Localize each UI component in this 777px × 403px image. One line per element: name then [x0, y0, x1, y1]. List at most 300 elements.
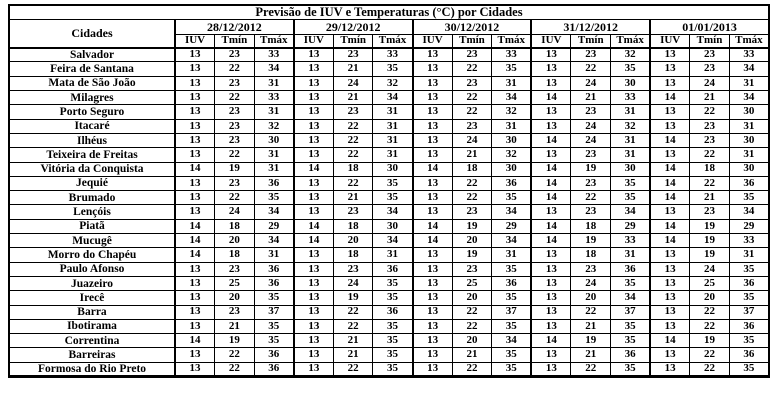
value-cell: 13	[413, 262, 453, 276]
date-header-row	[9, 20, 769, 35]
value-cell: 13	[531, 62, 571, 76]
subcolumn-header: Tmáx	[492, 35, 532, 48]
value-cell: 22	[452, 319, 492, 333]
value-cell: 24	[333, 76, 373, 90]
value-cell: 33	[254, 48, 294, 62]
value-cell: 32	[254, 119, 294, 133]
value-cell: 14	[531, 191, 571, 205]
value-cell: 13	[294, 276, 334, 290]
value-cell: 13	[294, 291, 334, 305]
value-cell: 18	[571, 219, 611, 233]
city-cell: Morro do Chapéu	[9, 248, 175, 262]
city-cell: Ibotirama	[9, 319, 175, 333]
value-cell: 34	[254, 62, 294, 76]
value-cell: 24	[690, 76, 730, 90]
value-cell: 35	[373, 176, 413, 190]
value-cell: 22	[690, 348, 730, 362]
value-cell: 21	[215, 319, 255, 333]
value-cell: 31	[729, 119, 769, 133]
subcolumn-header: IUV	[531, 35, 571, 48]
value-cell: 22	[215, 362, 255, 376]
subcolumn-header: IUV	[294, 35, 334, 48]
value-cell: 34	[492, 234, 532, 248]
value-cell: 13	[294, 362, 334, 376]
value-cell: 18	[333, 162, 373, 176]
value-cell: 35	[373, 348, 413, 362]
table-row	[9, 362, 769, 376]
value-cell: 13	[175, 362, 215, 376]
table-row	[9, 119, 769, 133]
value-cell: 36	[254, 276, 294, 290]
value-cell: 18	[333, 248, 373, 262]
table-row	[9, 276, 769, 290]
city-cell: Barra	[9, 305, 175, 319]
subcolumn-header: Tmín	[215, 35, 255, 48]
city-cell: Lençóis	[9, 205, 175, 219]
table-row	[9, 348, 769, 362]
value-cell: 23	[215, 176, 255, 190]
value-cell: 18	[333, 219, 373, 233]
value-cell: 35	[729, 362, 769, 376]
title-row	[9, 5, 769, 20]
value-cell: 13	[175, 305, 215, 319]
value-cell: 13	[175, 91, 215, 105]
value-cell: 14	[294, 162, 334, 176]
value-cell: 22	[571, 62, 611, 76]
value-cell: 36	[729, 348, 769, 362]
value-cell: 19	[452, 248, 492, 262]
value-cell: 14	[413, 219, 453, 233]
value-cell: 36	[492, 276, 532, 290]
value-cell: 22	[690, 305, 730, 319]
value-cell: 14	[175, 334, 215, 348]
date-header: 29/12/2012	[294, 20, 413, 35]
value-cell: 22	[690, 362, 730, 376]
subcolumn-header: IUV	[175, 35, 215, 48]
value-cell: 23	[215, 119, 255, 133]
value-cell: 31	[729, 76, 769, 90]
value-cell: 35	[254, 191, 294, 205]
value-cell: 13	[650, 305, 690, 319]
value-cell: 21	[452, 348, 492, 362]
value-cell: 34	[729, 62, 769, 76]
value-cell: 23	[690, 62, 730, 76]
table-row	[9, 319, 769, 333]
value-cell: 31	[373, 133, 413, 147]
value-cell: 35	[373, 291, 413, 305]
value-cell: 22	[690, 176, 730, 190]
value-cell: 22	[215, 148, 255, 162]
table-row	[9, 162, 769, 176]
value-cell: 14	[650, 334, 690, 348]
value-cell: 30	[729, 133, 769, 147]
value-cell: 30	[729, 105, 769, 119]
value-cell: 13	[413, 48, 453, 62]
value-cell: 22	[690, 105, 730, 119]
value-cell: 23	[571, 262, 611, 276]
value-cell: 13	[175, 133, 215, 147]
value-cell: 22	[571, 191, 611, 205]
city-cell: Vitória da Conquista	[9, 162, 175, 176]
value-cell: 13	[294, 176, 334, 190]
value-cell: 19	[571, 334, 611, 348]
value-cell: 22	[452, 362, 492, 376]
value-cell: 22	[452, 105, 492, 119]
value-cell: 23	[215, 48, 255, 62]
value-cell: 19	[452, 219, 492, 233]
date-header: 01/01/2013	[650, 20, 769, 35]
cities-header: Cidades	[9, 20, 175, 48]
value-cell: 35	[492, 262, 532, 276]
city-cell: Feira de Santana	[9, 62, 175, 76]
value-cell: 14	[650, 176, 690, 190]
value-cell: 31	[373, 248, 413, 262]
value-cell: 22	[571, 305, 611, 319]
value-cell: 36	[254, 362, 294, 376]
city-cell: Itacaré	[9, 119, 175, 133]
city-cell: Piatã	[9, 219, 175, 233]
value-cell: 35	[611, 176, 651, 190]
city-cell: Jequié	[9, 176, 175, 190]
value-cell: 25	[690, 276, 730, 290]
value-cell: 13	[294, 62, 334, 76]
value-cell: 13	[531, 148, 571, 162]
value-cell: 13	[175, 205, 215, 219]
value-cell: 24	[690, 262, 730, 276]
value-cell: 31	[254, 162, 294, 176]
value-cell: 13	[413, 319, 453, 333]
value-cell: 14	[650, 91, 690, 105]
value-cell: 31	[254, 148, 294, 162]
table-row	[9, 91, 769, 105]
value-cell: 22	[452, 176, 492, 190]
value-cell: 13	[175, 105, 215, 119]
value-cell: 30	[492, 133, 532, 147]
value-cell: 22	[215, 91, 255, 105]
value-cell: 23	[452, 205, 492, 219]
subcolumn-header: Tmáx	[373, 35, 413, 48]
value-cell: 13	[531, 76, 571, 90]
value-cell: 34	[373, 91, 413, 105]
value-cell: 14	[531, 234, 571, 248]
value-cell: 35	[492, 348, 532, 362]
value-cell: 29	[729, 219, 769, 233]
value-cell: 13	[650, 119, 690, 133]
value-cell: 13	[650, 362, 690, 376]
value-cell: 35	[373, 319, 413, 333]
table-row	[9, 305, 769, 319]
value-cell: 34	[373, 205, 413, 219]
value-cell: 35	[611, 319, 651, 333]
value-cell: 21	[333, 334, 373, 348]
value-cell: 13	[650, 205, 690, 219]
city-cell: Salvador	[9, 48, 175, 62]
value-cell: 13	[413, 119, 453, 133]
value-cell: 22	[333, 362, 373, 376]
value-cell: 13	[294, 148, 334, 162]
value-cell: 19	[333, 291, 373, 305]
value-cell: 13	[294, 262, 334, 276]
value-cell: 30	[611, 76, 651, 90]
table-body	[9, 48, 769, 377]
value-cell: 31	[729, 248, 769, 262]
forecast-table	[8, 4, 770, 378]
value-cell: 19	[571, 162, 611, 176]
value-cell: 35	[254, 319, 294, 333]
value-cell: 13	[531, 291, 571, 305]
value-cell: 36	[492, 176, 532, 190]
value-cell: 13	[294, 205, 334, 219]
value-cell: 32	[492, 105, 532, 119]
value-cell: 34	[729, 91, 769, 105]
value-cell: 24	[571, 76, 611, 90]
value-cell: 13	[531, 305, 571, 319]
value-cell: 21	[333, 191, 373, 205]
value-cell: 14	[650, 133, 690, 147]
value-cell: 13	[531, 262, 571, 276]
value-cell: 35	[254, 334, 294, 348]
value-cell: 24	[215, 205, 255, 219]
value-cell: 13	[175, 319, 215, 333]
value-cell: 29	[611, 219, 651, 233]
table-title: Previsão de IUV e Temperaturas (°C) por Cidades	[9, 5, 769, 20]
value-cell: 23	[333, 205, 373, 219]
value-cell: 20	[215, 291, 255, 305]
city-cell: Formosa do Rio Preto	[9, 362, 175, 376]
value-cell: 14	[531, 219, 571, 233]
city-cell: Ilhéus	[9, 133, 175, 147]
value-cell: 13	[175, 291, 215, 305]
value-cell: 23	[452, 119, 492, 133]
city-cell: Paulo Afonso	[9, 262, 175, 276]
value-cell: 23	[452, 48, 492, 62]
value-cell: 24	[571, 276, 611, 290]
value-cell: 33	[492, 48, 532, 62]
value-cell: 19	[690, 334, 730, 348]
value-cell: 20	[452, 234, 492, 248]
value-cell: 23	[690, 119, 730, 133]
value-cell: 13	[650, 62, 690, 76]
value-cell: 19	[690, 248, 730, 262]
value-cell: 20	[690, 291, 730, 305]
value-cell: 20	[571, 291, 611, 305]
date-header: 30/12/2012	[413, 20, 532, 35]
value-cell: 13	[650, 48, 690, 62]
value-cell: 32	[492, 148, 532, 162]
value-cell: 13	[531, 105, 571, 119]
value-cell: 36	[729, 176, 769, 190]
value-cell: 25	[215, 276, 255, 290]
table-row	[9, 248, 769, 262]
value-cell: 13	[175, 191, 215, 205]
value-cell: 13	[175, 262, 215, 276]
table-row	[9, 105, 769, 119]
value-cell: 19	[215, 162, 255, 176]
value-cell: 23	[215, 105, 255, 119]
city-cell: Irecê	[9, 291, 175, 305]
value-cell: 37	[729, 305, 769, 319]
value-cell: 31	[611, 148, 651, 162]
value-cell: 13	[650, 262, 690, 276]
value-cell: 13	[294, 334, 334, 348]
value-cell: 13	[294, 191, 334, 205]
value-cell: 13	[413, 76, 453, 90]
value-cell: 30	[373, 219, 413, 233]
value-cell: 20	[215, 234, 255, 248]
value-cell: 34	[492, 334, 532, 348]
value-cell: 14	[175, 162, 215, 176]
value-cell: 14	[413, 162, 453, 176]
city-cell: Mucugê	[9, 234, 175, 248]
value-cell: 36	[254, 348, 294, 362]
value-cell: 19	[571, 234, 611, 248]
value-cell: 23	[215, 133, 255, 147]
value-cell: 35	[373, 362, 413, 376]
value-cell: 35	[729, 334, 769, 348]
value-cell: 31	[729, 148, 769, 162]
value-cell: 35	[611, 276, 651, 290]
value-cell: 32	[373, 76, 413, 90]
value-cell: 13	[175, 176, 215, 190]
value-cell: 18	[215, 248, 255, 262]
value-cell: 13	[413, 205, 453, 219]
value-cell: 22	[333, 319, 373, 333]
value-cell: 14	[175, 248, 215, 262]
value-cell: 21	[690, 191, 730, 205]
value-cell: 35	[373, 334, 413, 348]
value-cell: 13	[531, 248, 571, 262]
value-cell: 23	[333, 262, 373, 276]
city-cell: Mata de São João	[9, 76, 175, 90]
value-cell: 14	[294, 234, 334, 248]
value-cell: 35	[729, 191, 769, 205]
value-cell: 23	[333, 48, 373, 62]
value-cell: 31	[611, 133, 651, 147]
value-cell: 33	[729, 48, 769, 62]
value-cell: 13	[294, 48, 334, 62]
value-cell: 29	[254, 219, 294, 233]
city-cell: Juazeiro	[9, 276, 175, 290]
value-cell: 23	[333, 105, 373, 119]
value-cell: 33	[611, 234, 651, 248]
value-cell: 36	[373, 305, 413, 319]
value-cell: 13	[413, 248, 453, 262]
value-cell: 13	[650, 76, 690, 90]
value-cell: 13	[650, 248, 690, 262]
value-cell: 14	[531, 91, 571, 105]
value-cell: 13	[531, 362, 571, 376]
value-cell: 35	[611, 62, 651, 76]
subcolumn-header: Tmáx	[611, 35, 651, 48]
value-cell: 13	[531, 119, 571, 133]
value-cell: 25	[452, 276, 492, 290]
value-cell: 13	[531, 319, 571, 333]
value-cell: 14	[175, 234, 215, 248]
value-cell: 13	[294, 76, 334, 90]
value-cell: 13	[294, 319, 334, 333]
value-cell: 36	[729, 319, 769, 333]
value-cell: 35	[492, 362, 532, 376]
table-row	[9, 262, 769, 276]
value-cell: 22	[690, 148, 730, 162]
value-cell: 24	[452, 133, 492, 147]
value-cell: 24	[333, 276, 373, 290]
value-cell: 24	[571, 133, 611, 147]
value-cell: 29	[492, 219, 532, 233]
table-row	[9, 219, 769, 233]
value-cell: 35	[611, 362, 651, 376]
subcolumn-header: Tmáx	[729, 35, 769, 48]
value-cell: 34	[254, 205, 294, 219]
value-cell: 13	[175, 48, 215, 62]
value-cell: 22	[571, 362, 611, 376]
value-cell: 35	[611, 334, 651, 348]
value-cell: 22	[452, 62, 492, 76]
value-cell: 19	[215, 334, 255, 348]
value-cell: 31	[254, 76, 294, 90]
subcolumn-header: Tmín	[690, 35, 730, 48]
value-cell: 23	[571, 205, 611, 219]
value-cell: 14	[650, 219, 690, 233]
value-cell: 13	[650, 348, 690, 362]
value-cell: 30	[254, 133, 294, 147]
value-cell: 23	[690, 133, 730, 147]
value-cell: 35	[492, 291, 532, 305]
value-cell: 14	[531, 133, 571, 147]
value-cell: 13	[650, 276, 690, 290]
value-cell: 35	[373, 276, 413, 290]
table-row	[9, 76, 769, 90]
table-row	[9, 205, 769, 219]
value-cell: 14	[650, 234, 690, 248]
value-cell: 22	[452, 191, 492, 205]
table-row	[9, 62, 769, 76]
city-cell: Barreiras	[9, 348, 175, 362]
value-cell: 21	[452, 148, 492, 162]
value-cell: 13	[175, 348, 215, 362]
value-cell: 22	[690, 319, 730, 333]
value-cell: 32	[611, 119, 651, 133]
value-cell: 13	[175, 148, 215, 162]
value-cell: 13	[413, 305, 453, 319]
value-cell: 23	[571, 105, 611, 119]
subcolumn-header: IUV	[413, 35, 453, 48]
city-cell: Teixeira de Freitas	[9, 148, 175, 162]
value-cell: 23	[571, 48, 611, 62]
value-cell: 20	[452, 291, 492, 305]
value-cell: 13	[294, 348, 334, 362]
value-cell: 13	[413, 191, 453, 205]
table-row	[9, 48, 769, 62]
value-cell: 19	[690, 219, 730, 233]
value-cell: 31	[492, 76, 532, 90]
table-row	[9, 176, 769, 190]
value-cell: 13	[413, 105, 453, 119]
subcolumn-header: Tmín	[333, 35, 373, 48]
value-cell: 22	[333, 176, 373, 190]
value-cell: 13	[531, 48, 571, 62]
table-row	[9, 191, 769, 205]
value-cell: 23	[215, 76, 255, 90]
city-cell: Brumado	[9, 191, 175, 205]
value-cell: 21	[571, 348, 611, 362]
value-cell: 21	[333, 91, 373, 105]
value-cell: 13	[175, 119, 215, 133]
value-cell: 36	[254, 176, 294, 190]
value-cell: 13	[294, 133, 334, 147]
value-cell: 14	[531, 162, 571, 176]
value-cell: 33	[373, 48, 413, 62]
